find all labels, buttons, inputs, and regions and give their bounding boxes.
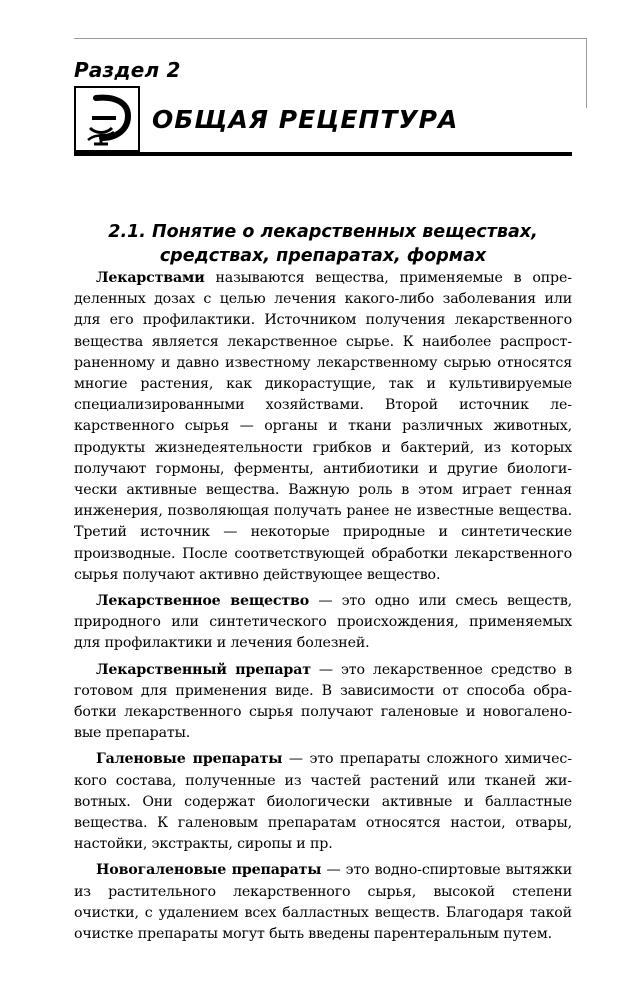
paragraph xyxy=(74,860,572,945)
term: Галеновые препараты xyxy=(96,751,283,768)
paragraph-text: — это водно-спиртовые вытяжки из растительного лекарственного сырья, высокой степени очистки, с удалением всех балластных веществ. Благодаря такой очистке препараты могут быть введены парентеральным путем. xyxy=(74,862,572,943)
term: Лекарствами xyxy=(96,270,205,286)
term: Новогаленовые препараты xyxy=(96,862,322,879)
paragraph-text: — это препараты сложного химического состава, полученные из частей растений или тканей животных. Они содержат биологически активные и балластные вещества. К галеновым препаратам относятся настои, отвары, настойки, экстракты, сиропы и пр. xyxy=(74,751,572,853)
term: Лекарственный препарат xyxy=(96,661,311,678)
page-corner-line-horizontal xyxy=(74,38,586,39)
section-heading xyxy=(74,220,572,268)
section-heading-line: 2.1. Понятие о лекарственных веществах, xyxy=(108,222,538,242)
pharmacy-snake-bowl-icon xyxy=(76,88,138,150)
paragraph-text: называются вещества, применяемые в определенных дозах с целью лечения какого-либо заболевания или для его профилактики. Источником получения лекарственного вещества является лекарственное сырье. К наиболее распространенному и давно известному лекарственному сырью относятся многие растения, как дикорастущие, так и культивируемые специализированными хозяйствами. Второй источник лекарственного сырья — органы и ткани различных животных, продукты жизнедеятельности грибков и бактерий, из которых получают гормоны, ферменты, антибиотики и другие биологически активные вещества. Важную роль в этом играет генная инженерия, позволяющая получать ранее не известные вещества. Третий источник — некоторые природные и синтетические производные. После соответствующей обработки лекарственного сырья получают активно действующее вещество. xyxy=(74,270,572,583)
header-rule xyxy=(74,152,572,156)
section-label: Раздел 2 xyxy=(74,58,181,82)
page-corner-line-vertical xyxy=(586,38,587,108)
paragraph xyxy=(74,268,572,586)
term: Лекарственное вещество xyxy=(96,593,310,610)
paragraph xyxy=(74,749,572,855)
paragraph-text: — это лекарственное средство в готовом для применения виде. В зависимости от способа обработки лекарственного сырья получают галеновые и новогаленовые препараты. xyxy=(74,661,572,742)
paragraph-text: — это одно или смесь веществ, природного или синтетического происхождения, применяемых для профилактики и лечения болезней. xyxy=(74,593,573,652)
body-text xyxy=(74,268,572,950)
section-heading-line: средствах, препаратах, формах xyxy=(159,246,487,266)
paragraph xyxy=(74,660,572,745)
chapter-title: ОБЩАЯ РЕЦЕПТУРА xyxy=(152,105,459,134)
paragraph xyxy=(74,591,572,655)
logo-box xyxy=(74,86,140,152)
